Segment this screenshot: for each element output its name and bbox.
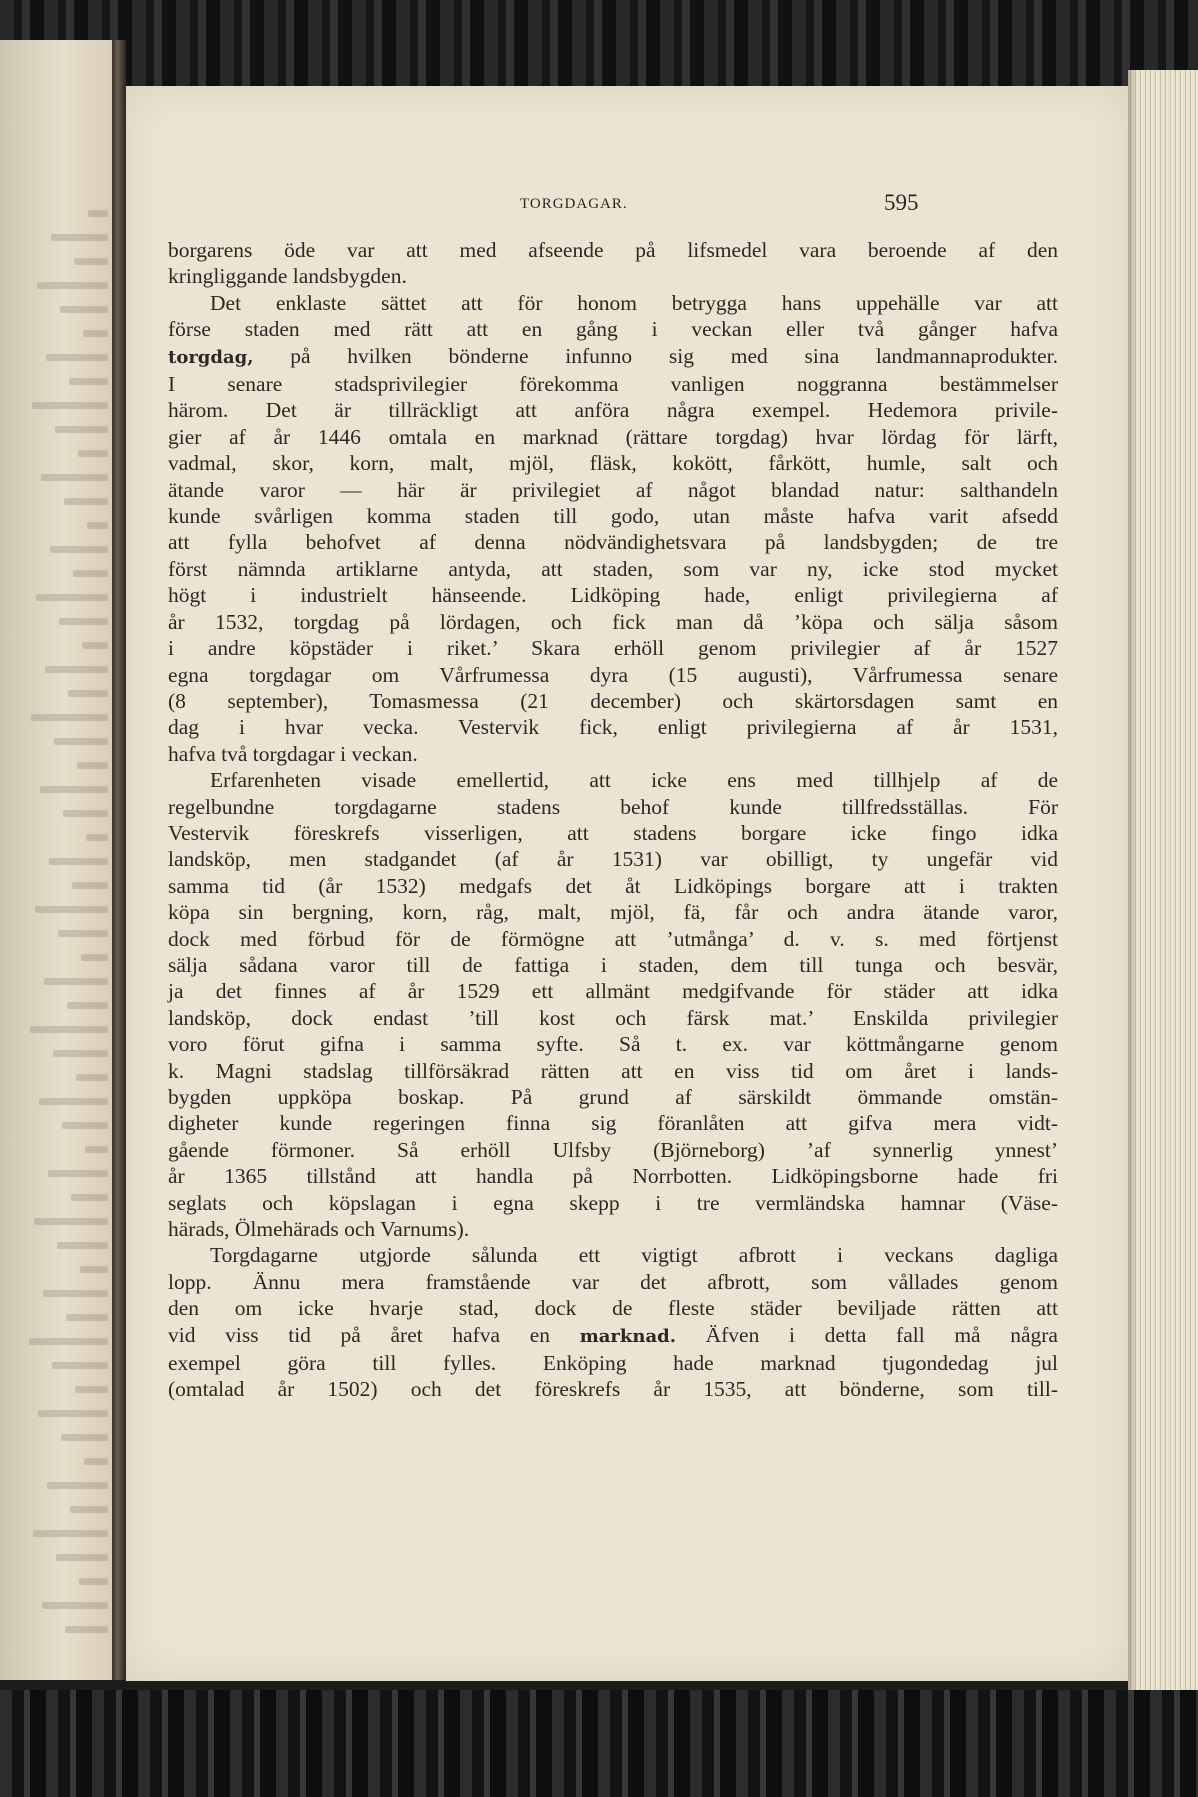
text-run: landsköp, dock endast ’till kost och färsk mat.’ Enskilda privilegier [168,1005,1058,1030]
text-line [168,529,1058,555]
text-line [168,1376,1058,1402]
bold-term: marknad. [579,1325,676,1347]
facing-page-ghost-line [62,1122,108,1129]
text-line [168,952,1058,978]
facing-page-ghost-line [45,666,108,673]
facing-page-ghost-line [82,642,108,649]
text-run: gående förmoner. Så erhöll Ulfsby (Björneborg) ’af synnerlig ynnest’ [168,1137,1058,1162]
text-run: på hvilken bönderne infunno sig med sina landmannaprodukter. [253,343,1058,368]
text-run: vid viss tid på året hafva en [168,1322,580,1347]
text-line [168,609,1058,635]
text-line [168,873,1058,899]
text-run: lopp. Ännu mera framstående var det afbrott, som vållades genom [168,1269,1058,1294]
facing-page-ghost-line [43,1290,108,1297]
facing-page-ghost-line [63,810,108,817]
facing-page-ghost-line [56,1554,108,1561]
facing-page-ghost-line [34,1218,108,1225]
facing-page-edge [0,40,118,1680]
text-line [168,450,1058,476]
text-run: (omtalad år 1502) och det föreskrefs år 1535, att bönderne, som till- [168,1377,1058,1402]
facing-page-ghost-line [76,1074,108,1081]
facing-page-ghost-line [64,498,108,505]
text-line [168,290,1058,316]
text-line [168,1110,1058,1136]
text-line [168,1242,1058,1268]
text-run: (8 september), Tomasmessa (21 december) och skärtorsdagen samt en [168,688,1058,713]
facing-page-ghost-line [36,594,108,601]
text-line [168,477,1058,503]
page-header [126,190,1128,226]
facing-page-ghost-line [29,1338,108,1345]
text-run: dag i hvar vecka. Vestervik fick, enligt privilegierna af år 1531, [168,715,1058,740]
facing-page-ghost-line [79,1578,108,1585]
facing-page-ghost-line [59,618,108,625]
facing-page-ghost-line [58,930,108,937]
facing-page-ghost-line [81,954,108,961]
facing-page-ghost-line [71,1194,108,1201]
facing-page-ghost-line [35,906,108,913]
facing-page-ghost-line [31,714,108,721]
text-run: samma tid (år 1532) medgafs det åt Lidköpings borgare att i trakten [168,873,1058,898]
text-run: regelbundne torgdagarne stadens behof kunde tillfredsställas. För [168,794,1058,819]
text-run: år 1365 tillstånd att handla på Norrbotten. Lidköpingsborne hade fri [168,1164,1058,1189]
facing-page-ghost-line [30,1026,108,1033]
text-run: sälja sådana varor till de fattiga i staden, dem till tunga och besvär, [168,952,1058,977]
text-line [168,1163,1058,1189]
book-page [126,86,1128,1681]
facing-page-ghost-line [88,210,108,217]
text-run: landsköp, men stadgandet (af år 1531) var obilligt, ty ungefär vid [168,847,1058,872]
text-line [168,714,1058,740]
facing-page-ghost-line [33,1530,108,1537]
text-line [168,1190,1058,1216]
facing-page-ghost-line [60,306,108,313]
text-line [168,978,1058,1004]
facing-page-ghost-line [42,1602,108,1609]
facing-page-ghost-line [80,1266,108,1273]
facing-page-ghost-line [85,1146,108,1153]
text-run: I senare stadsprivilegier förekomma vanligen noggranna bestämmelser [168,372,1058,397]
page-stack-edges [1128,70,1198,1690]
facing-page-ghost-line [72,882,108,889]
text-run: voro förut gifna i samma syfte. Så t. ex. var köttmångarne genom [168,1032,1058,1057]
text-run: förse staden med rätt att en gång i veckan eller två gånger hafva [168,317,1058,342]
facing-page-ghost-line [78,450,108,457]
facing-page-ghost-line [83,330,108,337]
facing-page-ghost-line [50,546,108,553]
text-run: högt i industrielt hänseende. Lidköping hade, enligt privilegierna af [168,583,1058,608]
text-line [168,1322,1058,1350]
text-line [168,1137,1058,1163]
scan-background-top [0,0,1198,95]
facing-page-ghost-line [77,762,108,769]
text-line [168,263,1058,289]
text-line [168,503,1058,529]
facing-page-ghost-line [57,1242,108,1249]
text-line [168,397,1058,423]
facing-page-ghost-line [32,402,108,409]
text-run: härom. Det är tillräckligt att anföra några exempel. Hedemora privile- [168,398,1058,423]
text-line [168,582,1058,608]
facing-page-ghost-line [70,1506,108,1513]
text-run: seglats och köpslagan i egna skepp i tre vermländska hamnar (Väse- [168,1190,1058,1215]
text-run: härads, Ölmehärads och Varnums). [168,1217,470,1242]
facing-page-ghost-line [84,1458,108,1465]
text-line [168,767,1058,793]
text-line [168,1084,1058,1110]
facing-page-ghost-line [65,1626,108,1633]
text-run: den om icke hvarje stad, dock de fleste städer beviljade rätten att [168,1296,1058,1321]
text-run: Äfven i detta fall må några [675,1322,1058,1347]
facing-page-ghost-line [74,258,108,265]
facing-page-ghost-line [41,474,108,481]
text-line [168,1269,1058,1295]
text-line [168,688,1058,714]
text-line [168,1216,1058,1242]
text-line [168,662,1058,688]
text-run: kringliggande landsbygden. [168,264,407,289]
text-run: exempel göra till fylles. Enköping hade marknad tjugondedag jul [168,1351,1058,1376]
text-run: digheter kunde regeringen finna sig föranlåten att gifva mera vidt- [168,1111,1058,1136]
text-run: köpa sin bergning, korn, råg, malt, mjöl, fä, får och andra ätande varor, [168,900,1058,925]
facing-page-ghost-line [69,378,108,385]
facing-page-ghost-line [49,858,108,865]
running-title: TORGDAGAR. [520,196,628,212]
book-binding [112,40,126,1680]
facing-page-ghost-line [46,354,108,361]
text-run: gier af år 1446 omtala en marknad (rättare torgdag) hvar lördag för lärft, [168,424,1058,449]
facing-page-ghost-line [86,834,108,841]
facing-page-ghost-line [75,1386,108,1393]
text-line [168,237,1058,263]
facing-page-ghost-line [73,570,108,577]
facing-page-ghost-line [68,690,108,697]
text-line [168,794,1058,820]
text-run: år 1532, torgdag på lördagen, och fick man då ’köpa och sälja såsom [168,609,1058,634]
text-run: Torgdagarne utgjorde sålunda ett vigtigt afbrott i veckans dagliga [210,1243,1058,1268]
text-line [168,820,1058,846]
facing-page-ghost-line [38,1410,108,1417]
text-run: vadmal, skor, korn, malt, mjöl, fläsk, kokött, fårkött, humle, salt och [168,451,1058,476]
facing-page-ghost-line [40,786,108,793]
text-line [168,424,1058,450]
text-run: i andre köpstäder i riket.’ Skara erhöll genom privilegier af år 1527 [168,636,1058,661]
text-run: k. Magni stadslag tillförsäkrad rätten att en viss tid om året i lands- [168,1058,1058,1083]
text-run: borgarens öde var att med afseende på lifsmedel vara beroende af den [168,238,1058,262]
facing-page-ghost-line [66,1314,108,1321]
text-line [168,556,1058,582]
text-line [168,1031,1058,1057]
text-run: ja det finnes af år 1529 ett allmänt medgifvande för städer att idka [168,979,1058,1004]
text-line [168,741,1058,767]
body-text [168,237,1058,1403]
facing-page-ghost-line [44,978,108,985]
text-line [168,899,1058,925]
text-run: dock med förbud för de förmögne att ’utmånga’ d. v. s. med förtjenst [168,926,1058,951]
text-run: Erfarenheten visade emellertid, att icke ens med tillhjelp af de [210,768,1058,793]
facing-page-ghost-line [61,1434,108,1441]
facing-page-ghost-line [54,738,108,745]
facing-page-ghost-line [37,282,108,289]
text-line [168,316,1058,342]
facing-page-ghost-line [51,234,108,241]
page-number: 595 [884,190,919,215]
text-run: egna torgdagar om Vårfrumessa dyra (15 augusti), Vårfrumessa senare [168,662,1058,687]
page-stack-shadow [1128,70,1138,1690]
text-run: Vestervik föreskrefs visserligen, att stadens borgare icke fingo idka [168,820,1058,845]
text-run: att fylla behofvet af denna nödvändighetsvara på landsbygden; de tre [168,530,1058,555]
text-run: bygden uppköpa boskap. På grund af särskildt ömmande omstän- [168,1085,1058,1109]
facing-page-ghost-line [48,1170,108,1177]
facing-page-ghost-line [67,1002,108,1009]
text-line [168,635,1058,661]
facing-page-ghost-line [47,1482,108,1489]
text-run: Det enklaste sättet att för honom betrygga hans uppehälle var att [210,290,1058,315]
facing-page-ghost-line [52,1362,108,1369]
text-line [168,1058,1058,1084]
text-line [168,926,1058,952]
facing-page-ghost-line [53,1050,108,1057]
text-line [168,1005,1058,1031]
facing-page-ghost-line [55,426,108,433]
text-line [168,1350,1058,1376]
scan-background-bottom [0,1690,1198,1797]
text-line [168,343,1058,371]
text-run: kunde svårligen komma staden till godo, utan måste hafva varit afsedd [168,504,1058,529]
facing-page-ghost-line [39,1098,108,1105]
text-run: ätande varor — här är privilegiet af något blandad natur: salthandeln [168,477,1058,502]
text-line [168,371,1058,397]
text-run: hafva två torgdagar i veckan. [168,741,418,766]
bold-term: torgdag, [168,346,254,368]
text-line [168,846,1058,872]
facing-page-ghost-line [87,522,108,529]
text-run: först nämnda artiklarne antyda, att staden, som var ny, icke stod mycket [168,556,1058,581]
text-line [168,1295,1058,1321]
